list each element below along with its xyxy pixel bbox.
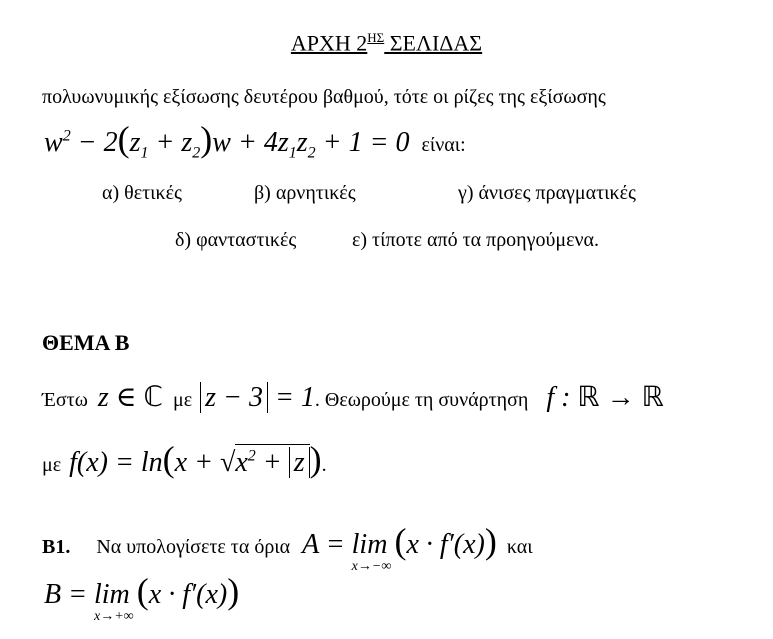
lim-subscript-a: x→−∞ xyxy=(351,559,392,574)
lim-word-b: lim xyxy=(94,579,130,610)
b1-label: Β1. xyxy=(42,536,71,558)
page-title: ΑΡΧΗ 2 xyxy=(290,30,368,56)
page-header xyxy=(0,30,773,56)
consider-text: . Θεωρούμε τη συνάρτηση xyxy=(314,389,529,411)
quadratic-equation: $w^2 - 2(z_1 + z_2)w + 4z_1z_2 + 1 = 0$ είναι: xyxy=(44,119,466,162)
limit-b xyxy=(94,579,134,624)
limit-b-line: B = lim x→+∞ (x · f′(x)) xyxy=(44,571,240,624)
limit-a xyxy=(351,529,392,574)
b1-line: Β1. Να υπολογίσετε τα όρια A = lim x→−∞ (x · f′(x)) και xyxy=(42,521,533,574)
page-title-end: ΣΕΛΙΔΑΣ xyxy=(384,30,483,56)
option-c: γ) άνισες πραγματικές xyxy=(458,182,636,204)
let-z-line: Έστω z ∈ ℂ με z − 3 = 1. Θεωρούμε τη συνάρτηση f : ℝ → ℝ xyxy=(42,380,664,413)
page-title-superscript: ΗΣ xyxy=(367,30,385,45)
option-d: δ) φανταστικές xyxy=(175,229,297,251)
section-heading: ΘΕΜΑ Β xyxy=(42,330,130,355)
option-a: α) θετικές xyxy=(102,182,182,204)
question-line-1: πολυωνυμικής εξίσωσης δευτέρου βαθμού, τότε οι ρίζες της εξίσωσης xyxy=(42,86,606,108)
with-text: με xyxy=(173,389,193,411)
lim-word-a: lim xyxy=(351,529,388,560)
option-b: β) αρνητικές xyxy=(254,182,356,204)
let-text: Έστω xyxy=(42,389,88,411)
lim-subscript-b: x→+∞ xyxy=(94,609,134,624)
function-definition: με $f(x) = \ln(x + √x^2 + z$ ). xyxy=(42,439,327,479)
me-text: με xyxy=(42,454,62,476)
b1-and-text: και xyxy=(506,536,533,558)
option-e: ε) τίποτε από τα προηγούμενα. xyxy=(352,229,600,251)
b1-text: Να υπολογίσετε τα όρια xyxy=(96,536,291,558)
equation-end-text: είναι: xyxy=(421,134,466,156)
